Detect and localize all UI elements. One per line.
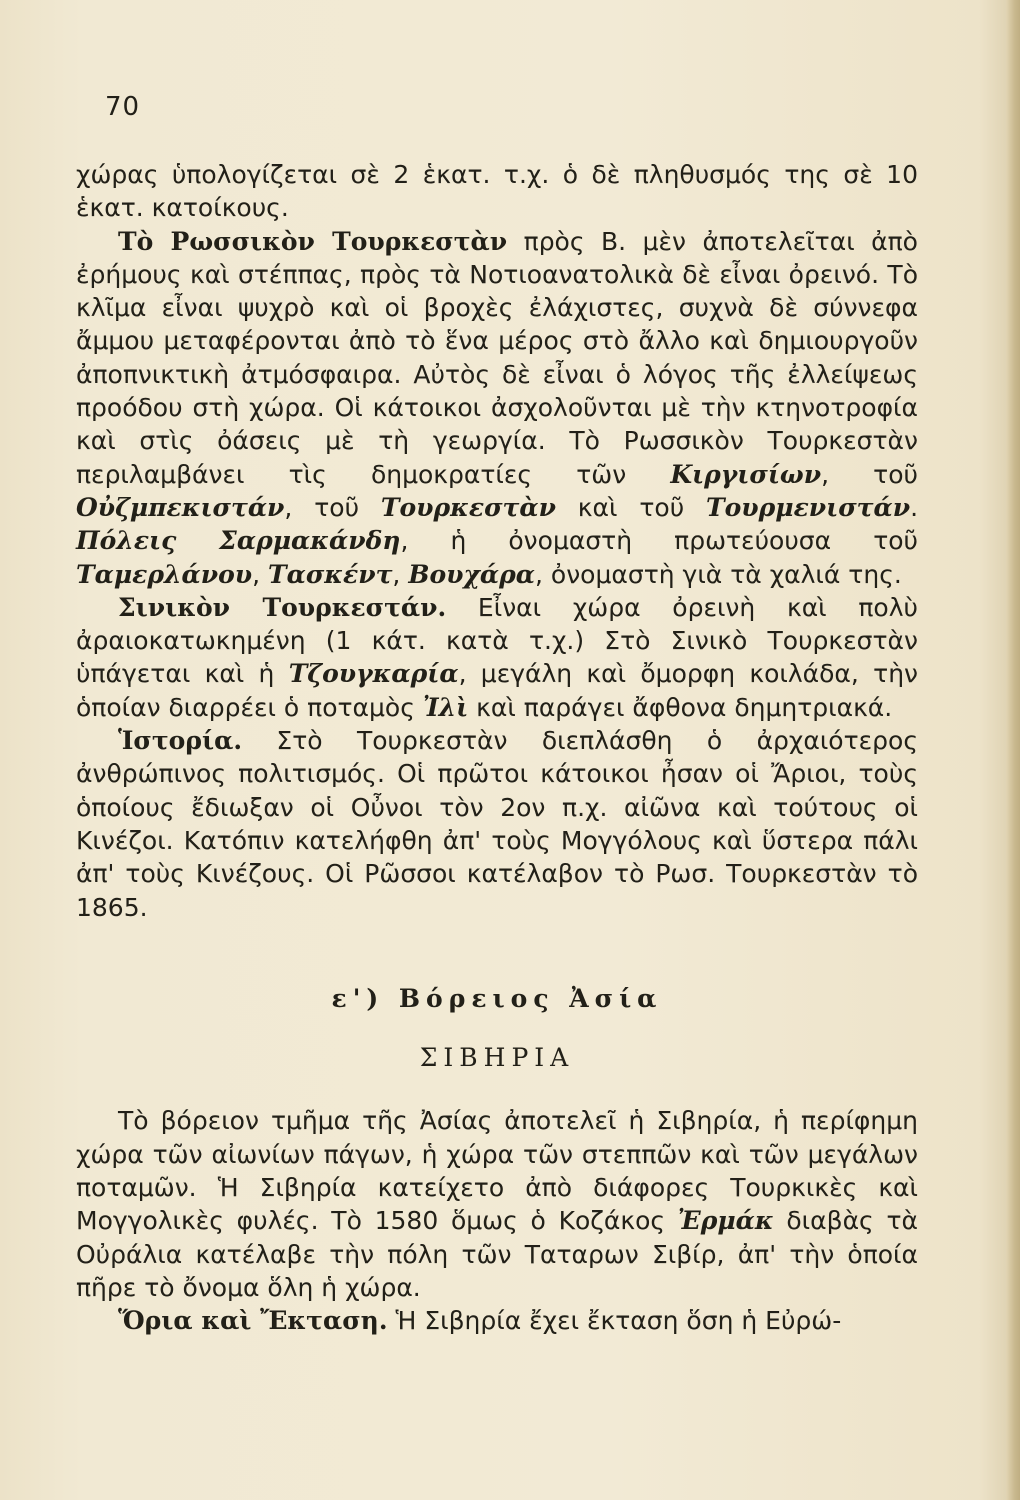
paragraph-continuation [76,158,918,225]
emphasis-term: Ἐρμάκ [677,1206,774,1236]
emphasis-term: Τουρμενιστάν [706,492,911,522]
paragraph-text: Εἶναι χώρα ὀρεινὴ καὶ πολὺ ἀραιοκατωκημένη (1 κάτ. κατὰ τ.χ.) Στὸ Σινικὸ Τουρκεστὰν ὑπάγεται καὶ ἡ [76,592,918,689]
page-body [76,158,918,1338]
emphasis-term: Τασκέντ [268,559,393,589]
paragraph-text: , ὀνομαστὴ γιὰ τὰ χαλιά της. [535,559,902,589]
paragraph-text: , [392,559,409,589]
emphasis-term: Τουρκεστὰν [380,492,556,522]
paragraph-text: καὶ τοῦ [555,492,707,522]
paragraph-lead-heading: Ἱστορία. [118,726,243,756]
paragraph-siberia-intro [76,1104,918,1304]
paragraph-text: Τὸ βόρειον τμῆμα τῆς Ἀσίας ἀποτελεῖ ἡ Σιβηρία, ἡ περίφημη χώρα τῶν αἰωνίων πάγων, ἡ χώρα τῶν στεππῶν καὶ τῶν μεγάλων ποταμῶν. Ἡ Σιβηρία κατείχετο ἀπὸ διάφορες Τουρκικὲς καὶ Μογγολικὲς φυλές. Τὸ 1580 ὅμως ὁ Κοζάκος [76,1106,918,1236]
paragraph-lead-heading: Τὸ Ρωσσικὸν Τουρκεστὰν [118,226,508,256]
emphasis-term: Ἰλὶ [422,692,469,722]
paragraph-text: , τοῦ [821,459,918,489]
paragraph-lead-heading: Ὅρια καὶ Ἔκταση. [118,1306,388,1336]
paragraph-chinese-turkestan [76,591,918,724]
page-edge [1006,0,1020,1500]
paragraph-borders [76,1304,918,1337]
paragraph-text: , ἡ ὀνομαστὴ πρωτεύουσα τοῦ [400,526,919,556]
subsection-heading: ΣΙΒΗΡΙΑ [419,1043,575,1073]
paragraph-text: καὶ παράγει ἄφθονα δημητριακά. [468,692,893,722]
emphasis-term: Ταμερλάνου [76,559,253,589]
paragraph-text: Ἡ Σιβηρία ἔχει ἔκταση ὅση ἡ Εὐρώ- [387,1306,842,1336]
emphasis-term: Κιργισίων [670,459,822,489]
emphasis-term: Οὐζμπεκιστάν [76,492,285,522]
paragraph-text: πρὸς Β. μὲν ἀποτελεῖται ἀπὸ ἐρήμους καὶ στέππας, πρὸς τὰ Νοτιοανατολικὰ δὲ εἶναι ὀρεινό. Τὸ κλῖμα εἶναι ψυχρὸ καὶ οἱ βροχὲς ἐλάχιστες, συχνὰ δὲ σύννεφα ἄμμου μεταφέρονται ἀπὸ τὸ ἕνα μέρος στὸ ἄλλο καὶ δημιουργοῦν ἀποπνικτικὴ ἀτμόσφαιρα. Αὐτὸς δὲ εἶναι ὁ λόγος τῆς ἐλλείψεως προόδου στὴ χώρα. Οἱ κάτοικοι ἀσχολοῦνται μὲ τὴν κτηνοτροφία καὶ στὶς ὀάσεις μὲ τὴ γεωργία. Τὸ Ρωσσικὸν Τουρκεστὰν περιλαμβάνει τὶς δημοκρατίες τῶν [76,226,918,489]
paragraph-text: χώρας ὑπολογίζεται σὲ 2 ἑκατ. τ.χ. ὁ δὲ πληθυσμός της σὲ 10 ἑκατ. κατοίκους. [76,160,918,223]
emphasis-term: Πόλεις Σαρμακάνδη [76,526,401,556]
paragraph-text: . [910,492,919,522]
paragraph-text: , μεγάλη καὶ ὄμορφη κοιλάδα, τὴν ὁποίαν διαρρέει ὁ ποταμὸς [76,659,919,722]
section-heading: ε') Βόρειος Ἀσία [331,983,663,1013]
paragraph-history [76,724,918,924]
paragraph-text: Στὸ Τουρκεστὰν διεπλάσθη ὁ ἀρχαιότερος ἀνθρώπινος πολιτισμός. Οἱ πρῶτοι κάτοικοι ἦσαν οἱ Ἄριοι, τοὺς ὁποίους ἔδιωξαν οἱ Οὖνοι τὸν 2ον π.χ. αἰῶνα καὶ τούτους οἱ Κινέζοι. Κατόπιν κατελήφθη ἀπ' τοὺς Μογγόλους καὶ ὕστερα πάλι ἀπ' τοὺς Κινέζους. Οἱ Ρῶσσοι κατέλαβον τὸ Ρωσ. Τουρκεστὰν τὸ 1865. [76,726,918,922]
emphasis-term: Βουχάρα [408,559,536,589]
paragraph-text: διαβὰς τὰ Οὐράλια κατέλαβε τὴν πόλη τῶν Ταταρων Σιβίρ, ἀπ' τὴν ὁποία πῆρε τὸ ὄνομα ὅλη ἡ χώρα. [76,1206,919,1302]
page-number: 70 [105,92,141,122]
paragraph-lead-heading: Σινικὸν Τουρκεστάν. [118,592,447,622]
paragraph-text: , [252,559,269,589]
emphasis-term: Τζουγκαρία [288,659,459,689]
paragraph-russian-turkestan [76,225,918,591]
paragraph-text: , τοῦ [284,492,381,522]
